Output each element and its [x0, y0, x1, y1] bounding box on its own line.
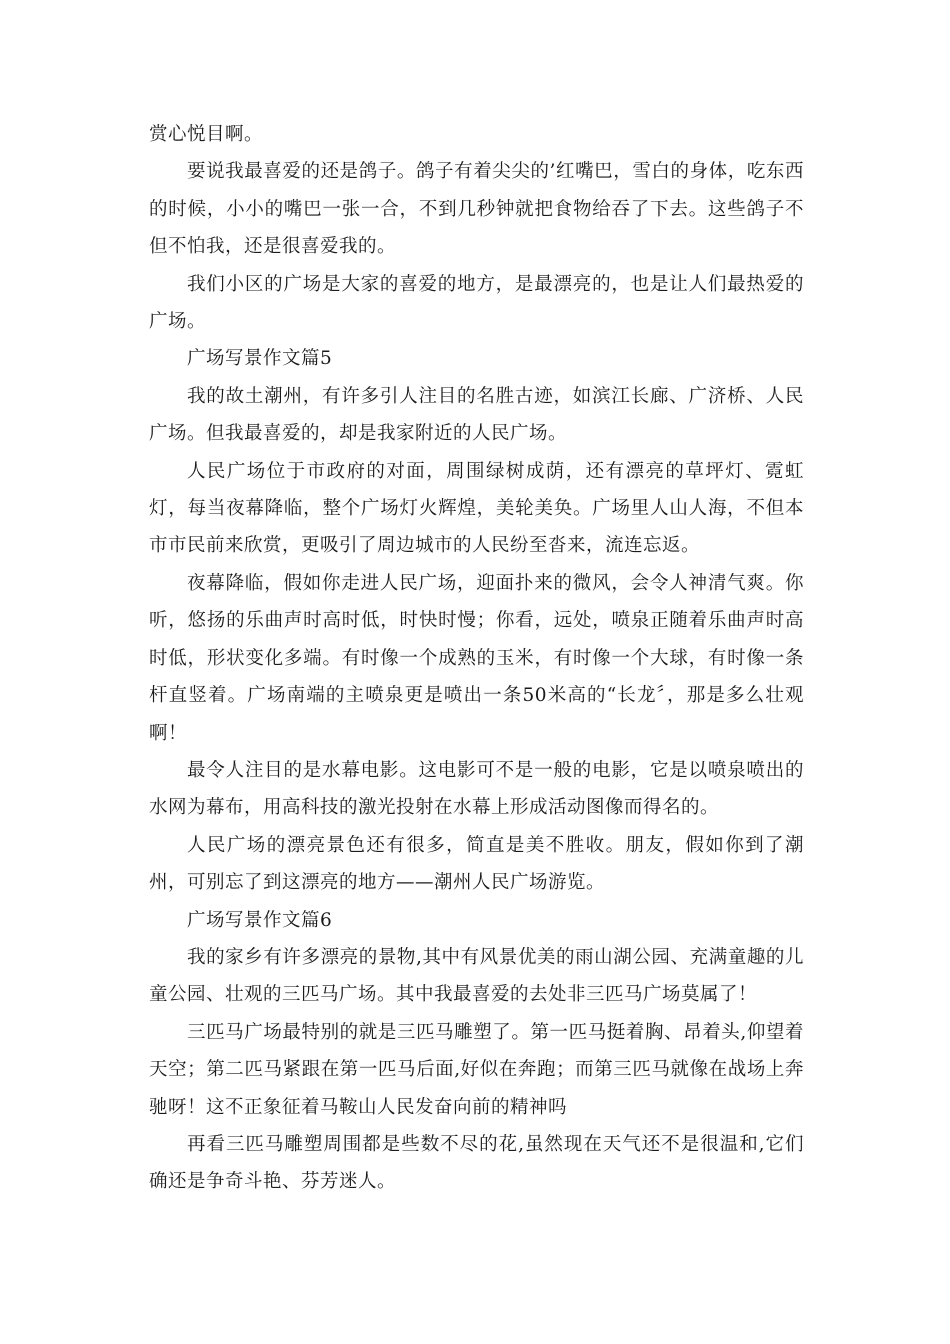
paragraph-invitation: 人民广场的漂亮景色还有很多，简直是美不胜收。朋友，假如你到了潮州，可别忘了到这漂亮的地方——潮州人民广场游览。	[149, 834, 804, 894]
section-heading-5: 广场写景作文篇5	[187, 348, 333, 370]
document-body	[149, 116, 804, 1201]
paragraph-community-square: 我们小区的广场是大家的喜爱的地方，是最漂亮的，也是让人们最热爱的广场。	[149, 273, 804, 333]
paragraph-flowers: 再看三匹马雕塑周围都是些数不尽的花,虽然现在天气还不是很温和,它们确还是争奇斗艳、芬芳迷人。	[149, 1133, 804, 1193]
paragraph-continuation: 赏心悦目啊。	[149, 124, 264, 145]
paragraph-pigeons: 要说我最喜爱的还是鸽子。鸽子有着尖尖的’红嘴巴，雪白的身体，吃东西的时候，小小的嘴巴一张一合，不到几秒钟就把食物给吞了下去。这些鸽子不但不怕我，还是很喜爱我的。	[149, 161, 804, 258]
paragraph-water-movie: 最令人注目的是水幕电影。这电影可不是一般的电影，它是以喷泉喷出的水网为幕布，用高科技的激光投射在水幕上形成活动图像而得名的。	[149, 759, 804, 819]
section-heading-6: 广场写景作文篇6	[187, 909, 333, 931]
paragraph-fountain: 夜幕降临，假如你走进人民广场，迎面扑来的微风，会令人神清气爽。你听，悠扬的乐曲声时高时低，时快时慢；你看，远处，喷泉正随着乐曲声时高时低，形状变化多端。有时像一个成熟的玉米，有时像一个大球，有时像一条杆直竖着。广场南端的主喷泉更是喷出一条50米高的“长龙〞，那是多么壮观啊！	[149, 572, 804, 744]
paragraph-hometown: 我的家乡有许多漂亮的景物,其中有风景优美的雨山湖公园、充满童趣的儿童公园、壮观的三匹马广场。其中我最喜爱的去处非三匹马广场莫属了！	[149, 946, 804, 1006]
paragraph-square-location: 人民广场位于市政府的对面，周围绿树成荫，还有漂亮的草坪灯、霓虹灯，每当夜幕降临，整个广场灯火辉煌，美轮美奂。广场里人山人海，不但本市市民前来欣赏，更吸引了周边城市的人民纷至沓来，流连忘返。	[149, 460, 804, 557]
paragraph-chaozhou-intro: 我的故土潮州，有许多引人注目的名胜古迹，如滨江长廊、广济桥、人民广场。但我最喜爱的，却是我家附近的人民广场。	[149, 385, 804, 445]
paragraph-horse-sculpture: 三匹马广场最特别的就是三匹马雕塑了。第一匹马挺着胸、昂着头,仰望着天空；第二匹马紧跟在第一匹马后面,好似在奔跑；而第三匹马就像在战场上奔驰呀！这不正象征着马鞍山人民发奋向前的精神吗	[149, 1021, 804, 1118]
